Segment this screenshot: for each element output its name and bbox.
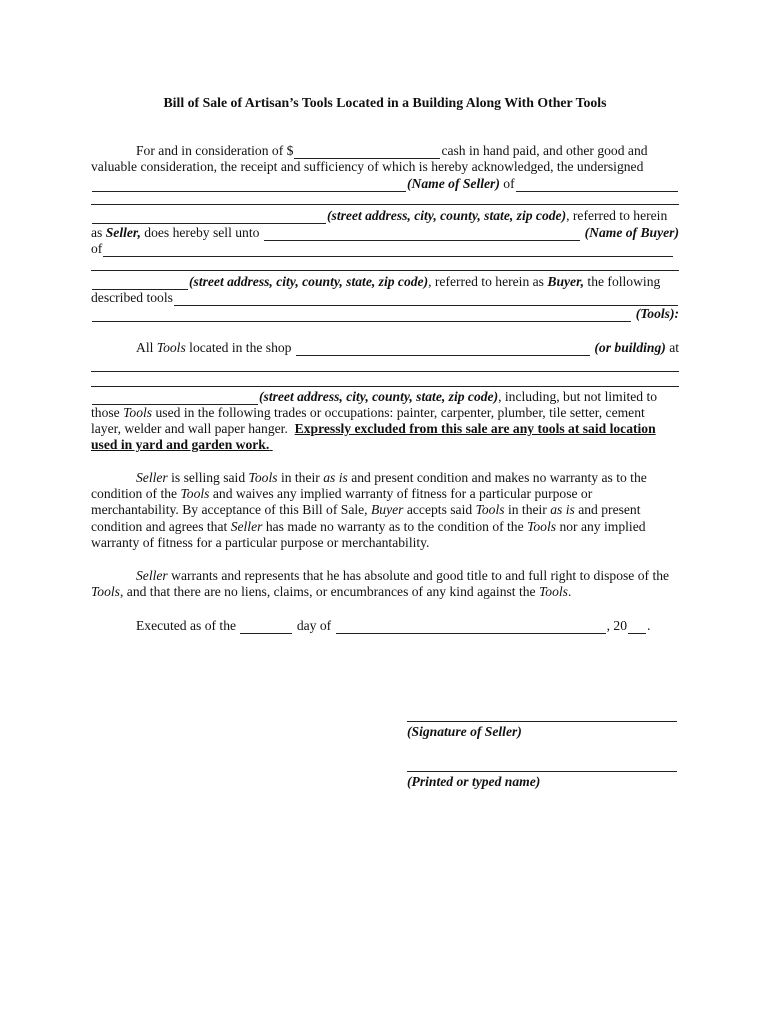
shop-address-line-1[interactable] xyxy=(91,371,679,372)
consideration-line-2: valuable consideration, the receipt and sufficiency of which is hereby acknowledged, the undersigned xyxy=(91,159,644,174)
seller-address-field[interactable] xyxy=(516,179,678,192)
seller-name-field[interactable] xyxy=(92,179,406,192)
buyer-address-line: (street address, city, county, state, zip code) , referred to herein as Buyer, the following xyxy=(91,274,679,290)
tools-description-field[interactable] xyxy=(174,293,678,306)
consideration-line: For and in consideration of $ cash in hand paid, and other good and xyxy=(136,143,648,158)
buyer-address-line-2[interactable] xyxy=(91,270,679,271)
warranty-line-4: condition and agrees that Seller has made no warranty as to the condition of the Tools nor any implied xyxy=(91,519,646,534)
buyer-address-field-2[interactable] xyxy=(92,277,188,290)
shop-address-field[interactable] xyxy=(92,392,258,405)
tools-label-line: (Tools): xyxy=(91,306,679,322)
day-field[interactable] xyxy=(240,621,292,634)
exclusion-line-2: used in yard and garden work. xyxy=(91,437,270,452)
buyer-name-field[interactable] xyxy=(264,228,580,241)
title-line-1: Seller warrants and represents that he has absolute and good title to and full right to dispose of the xyxy=(136,568,670,583)
buyer-of-line: of xyxy=(91,241,679,257)
title-line-2: Tools , and that there are no liens, claims, or encumbrances of any kind against the Tools . xyxy=(91,584,572,599)
seller-address-field-2[interactable] xyxy=(92,211,326,224)
shop-field[interactable] xyxy=(296,343,590,356)
printed-name-label: (Printed or typed name) xyxy=(407,774,541,789)
warranty-line-5: warranty of fitness for a particular purpose or merchantability. xyxy=(91,535,430,550)
seller-address-line: (street address, city, county, state, zip code) , referred to herein xyxy=(91,208,679,224)
warranty-line-1: Seller is selling said Tools in their as is and present condition and makes no warranty as to the xyxy=(136,470,647,485)
seller-address-line-2[interactable] xyxy=(91,204,679,205)
buyer-address-field[interactable] xyxy=(103,244,673,257)
year-field[interactable] xyxy=(628,621,646,634)
executed-line: Executed as of the day of , 20 . xyxy=(136,618,651,633)
described-tools-line: described tools xyxy=(91,290,679,306)
exclusion-line: layer, welder and wall paper hanger. Expressly excluded from this sale are any tools at said location xyxy=(91,421,656,436)
buyer-name-line: as Seller, does hereby sell unto (Name of Buyer) xyxy=(91,225,679,240)
shop-address-line-2[interactable] xyxy=(91,386,679,387)
signature-label: (Signature of Seller) xyxy=(407,724,522,739)
warranty-line-3: merchantability. By acceptance of this Bill of Sale, Buyer accepts said Tools in their as is and present xyxy=(91,502,641,517)
shop-line: All Tools located in the shop (or building) at xyxy=(136,340,679,355)
printed-name-line[interactable] xyxy=(407,771,677,772)
signature-line[interactable] xyxy=(407,721,677,722)
shop-address-line: (street address, city, county, state, zip code) , including, but not limited to xyxy=(91,389,679,405)
seller-name-line: (Name of Seller) of xyxy=(91,176,679,192)
tools-description-field-2[interactable] xyxy=(92,309,631,322)
document-title: Bill of Sale of Artisan’s Tools Located in a Building Along With Other Tools xyxy=(163,95,607,110)
warranty-line-2: condition of the Tools and waives any implied warranty of fitness for a particular purpose or xyxy=(91,486,593,501)
month-field[interactable] xyxy=(336,621,606,634)
trades-line: those Tools used in the following trades or occupations: painter, carpenter, plumber, tile setter, cement xyxy=(91,405,645,420)
amount-field[interactable] xyxy=(294,146,440,159)
